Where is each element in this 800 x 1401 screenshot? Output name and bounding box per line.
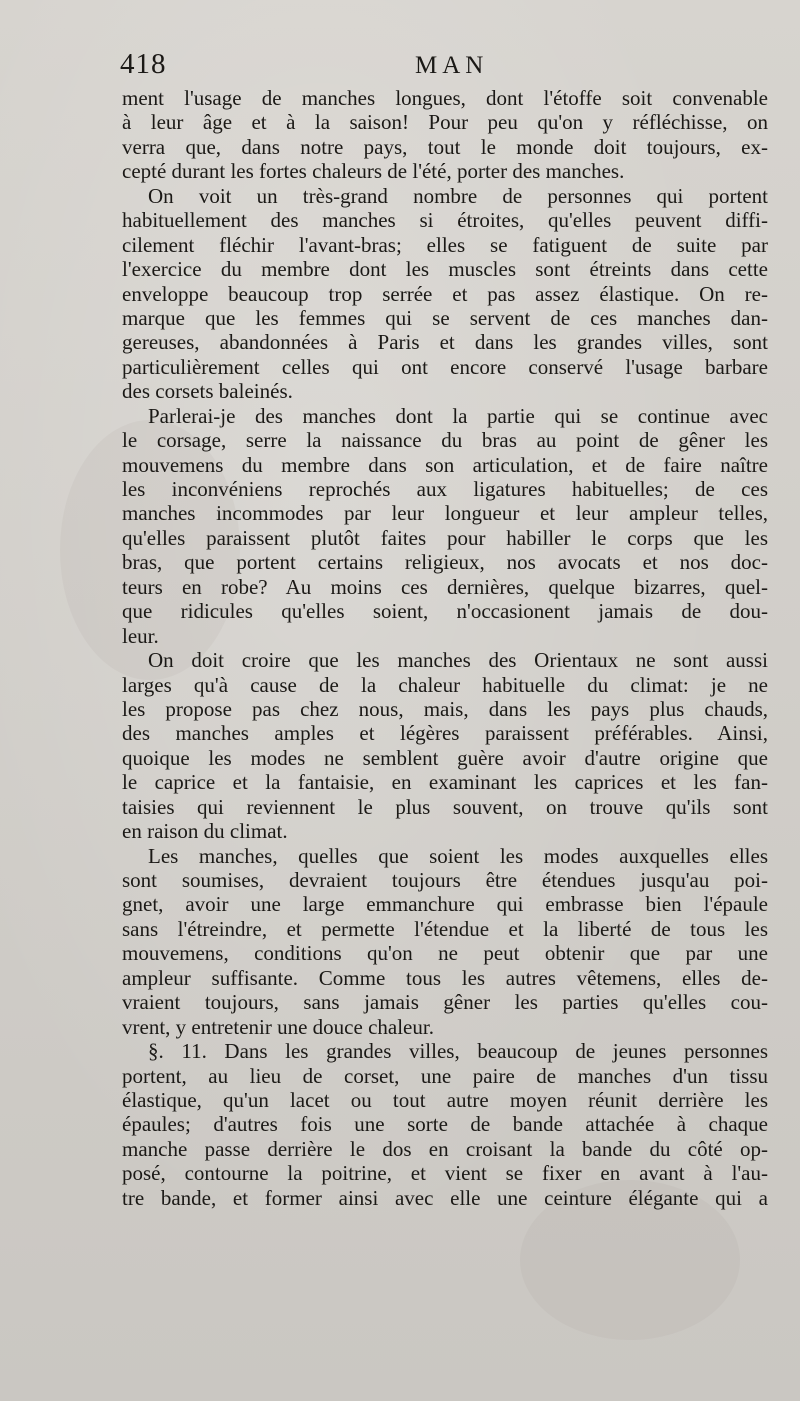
- text-line: leur.: [122, 623, 159, 648]
- text-line: mouvemens, conditions qu'on ne peut obtenir que par une: [122, 941, 768, 966]
- text-line: sans l'étreindre, et permette l'étendue et la liberté de tous les: [122, 916, 768, 941]
- text-line: tre bande, et former ainsi avec elle une ceinture élégante qui a: [122, 1185, 768, 1210]
- text-line: habituellement des manches si étroites, qu'elles peuvent diffi-: [122, 208, 768, 233]
- text-line: taisies qui reviennent le plus souvent, on trouve qu'ils sont: [122, 794, 768, 819]
- text-line: le caprice et la fantaisie, en examinant les caprices et les fan-: [122, 770, 768, 795]
- paragraph: [122, 1039, 768, 1210]
- text-line: ampleur suffisante. Comme tous les autres vêtemens, elles de-: [122, 965, 768, 990]
- paragraph: [122, 404, 768, 648]
- text-line: cilement fléchir l'avant-bras; elles se fatiguent de suite par: [122, 232, 768, 257]
- text-line: que ridicules qu'elles soient, n'occasionent jamais de dou-: [122, 599, 768, 624]
- text-line: On voit un très-grand nombre de personnes qui portent: [148, 183, 768, 208]
- text-line: en raison du climat.: [122, 819, 288, 844]
- paragraph: [122, 184, 768, 404]
- text-line: Parlerai-je des manches dont la partie qui se continue avec: [148, 403, 768, 428]
- text-line: élastique, qu'un lacet ou tout autre moyen réunit derrière les: [122, 1087, 768, 1112]
- text-line: §. 11. Dans les grandes villes, beaucoup de jeunes personnes: [148, 1039, 768, 1064]
- text-line: larges qu'à cause de la chaleur habituelle du climat: je ne: [122, 672, 768, 697]
- text-line: marque que les femmes qui se servent de ces manches dan-: [122, 305, 768, 330]
- text-line: portent, au lieu de corset, une paire de manches d'un tissu: [122, 1063, 768, 1088]
- text-line: le corsage, serre la naissance du bras au point de gêner les: [122, 428, 768, 453]
- text-line: quoique les modes ne semblent guère avoir d'autre origine que: [122, 745, 768, 770]
- text-line: teurs en robe? Au moins ces dernières, quelque bizarres, quel-: [122, 574, 768, 599]
- paragraph: [122, 86, 768, 184]
- body-text: [122, 86, 768, 1210]
- text-line: sont soumises, devraient toujours être étendues jusqu'au poi-: [122, 868, 768, 892]
- text-line: verra que, dans notre pays, tout le monde doit toujours, ex-: [122, 134, 768, 159]
- text-line: bras, que portent certains religieux, nos avocats et nos doc-: [122, 550, 768, 575]
- text-line: qu'elles paraissent plutôt faites pour habiller le corps que les: [122, 525, 768, 550]
- running-head: [120, 48, 770, 88]
- text-line: épaules; d'autres fois une sorte de bande attachée à chaque: [122, 1112, 768, 1137]
- text-line: vrent, y entretenir une douce chaleur.: [122, 1014, 434, 1039]
- text-line: l'exercice du membre dont les muscles sont étreints dans cette: [122, 257, 768, 282]
- text-line: vraient toujours, sans jamais gêner les parties qu'elles cou-: [122, 990, 768, 1015]
- text-line: les inconvéniens reprochés aux ligatures habituelles; de ces: [122, 477, 768, 501]
- text-line: On doit croire que les manches des Orientaux ne sont aussi: [148, 648, 768, 673]
- text-line: cepté durant les fortes chaleurs de l'été, porter des manches.: [122, 159, 625, 184]
- running-title: MAN: [415, 52, 489, 79]
- text-line: manche passe derrière le dos en croisant la bande du côté op-: [122, 1136, 768, 1161]
- text-line: des manches amples et légères paraissent préférables. Ainsi,: [122, 721, 768, 746]
- paragraph: [122, 648, 768, 844]
- text-line: à leur âge et à la saison! Pour peu qu'on y réfléchisse, on: [122, 110, 768, 135]
- text-line: posé, contourne la poitrine, et vient se fixer en avant à l'au-: [122, 1161, 768, 1186]
- paragraph: [122, 844, 768, 1040]
- text-line: particulièrement celles qui ont encore conservé l'usage barbare: [122, 354, 768, 379]
- text-line: ment l'usage de manches longues, dont l'étoffe soit convenable: [122, 86, 768, 110]
- text-line: gnet, avoir une large emmanchure qui embrasse bien l'épaule: [122, 892, 768, 917]
- text-line: gereuses, abandonnées à Paris et dans les grandes villes, sont: [122, 330, 768, 355]
- text-line: enveloppe beaucoup trop serrée et pas assez élastique. On re-: [122, 281, 768, 306]
- text-line: les propose pas chez nous, mais, dans les pays plus chauds,: [122, 696, 768, 721]
- page-number: 418: [120, 48, 167, 80]
- text-line: manches incommodes par leur longueur et leur ampleur telles,: [122, 501, 768, 526]
- text-line: Les manches, quelles que soient les modes auxquelles elles: [148, 843, 768, 868]
- text-line: des corsets baleinés.: [122, 379, 293, 404]
- text-line: mouvemens du membre dans son articulation, et de faire naître: [122, 452, 768, 477]
